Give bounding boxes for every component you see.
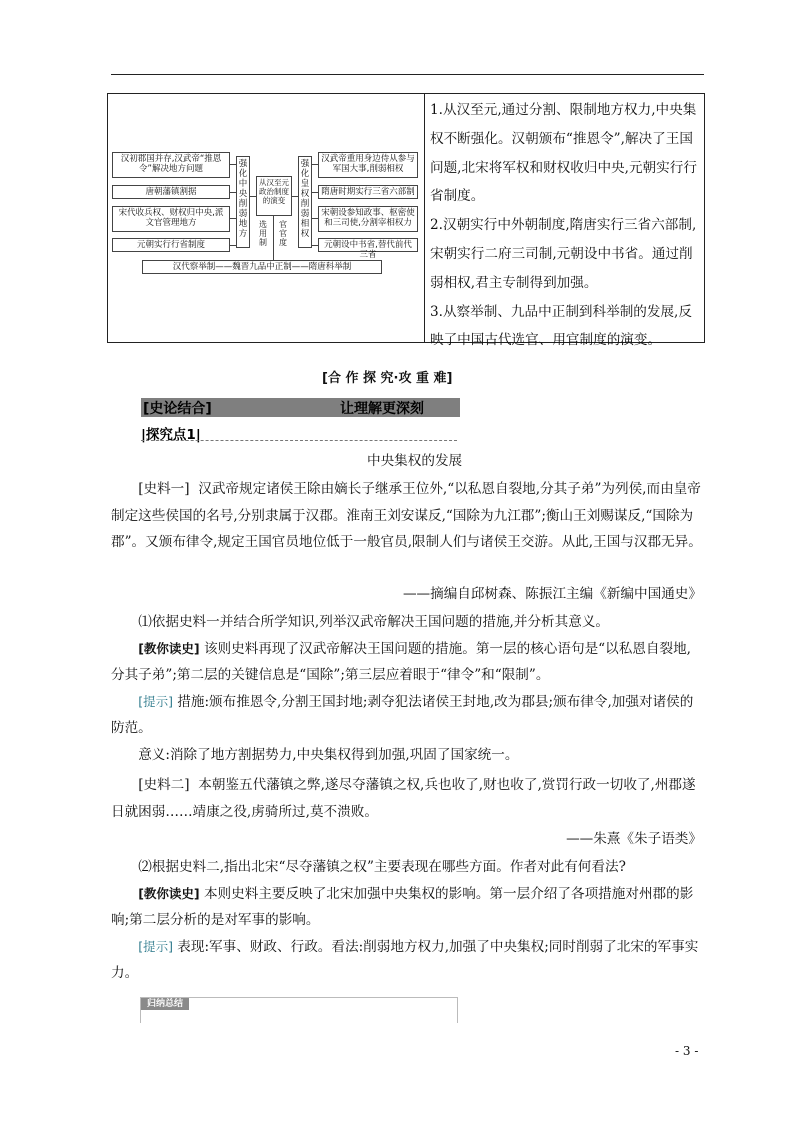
q1-tip-label: [提示] [138, 693, 173, 709]
connector [230, 245, 236, 246]
summary-box [140, 997, 458, 1023]
q1-tip-text: 措施:颁布推恩令,分割王国封地;剥夺犯法诸侯王封地,改为郡县;颁布律令,加强对诸侯的防范。 [111, 693, 694, 737]
summary-table [107, 93, 705, 349]
diagram-box-han-inner-court: 汉武帝重用身边侍从参与军国大事,削弱相权 [318, 152, 418, 178]
q2-read-label: [教你读史] [138, 885, 200, 901]
diagram-vertical-central: 强化中央削弱地方 [236, 156, 250, 248]
source2-label: [史料二] [138, 777, 190, 793]
structure-diagram [112, 152, 418, 282]
point-title: 中央集权的发展 [367, 453, 463, 469]
summary-box-label: 归纳总结 [141, 998, 189, 1010]
q1-read-text: 该则史料再现了汉武帝解决王国问题的措施。第一层的核心语句是“以私恩自裂地,分其子弟”;第二层的关键信息是“国除”;第三层应着眼于“律令”和“限制”。 [111, 640, 692, 684]
diagram-box-tang-fanzhen: 唐朝藩镇割据 [112, 185, 230, 199]
diagram-box-yuan-province: 元朝实行行省制度 [112, 238, 230, 252]
q2-question: ⑵根据史料二,指出北宋“尽夺藩镇之权”主要表现在哪些方面。作者对此有何看法? [138, 859, 626, 875]
page-number: - 3 - [675, 1044, 699, 1058]
q2-block [111, 854, 703, 987]
source2-citation: ——朱熹《朱子语类》 [566, 831, 702, 847]
connector [230, 164, 236, 165]
section-bar-right: 让理解更深刻 [340, 401, 424, 417]
summary-points [430, 96, 702, 355]
source2-text: 本朝鉴五代藩镇之弊,遂尽夺藩镇之权,兵也收了,财也收了,赏罚行政一切收了,州郡遂日就困弱……靖康之役,虏骑所过,莫不溃败。 [111, 777, 696, 820]
q1-tip [111, 689, 703, 742]
summary-point-3: 3.从察举制、九品中正制到科举制的发展,反映了中国古代选官、用官制度的演变。 [430, 303, 692, 349]
source1-paragraph [111, 476, 703, 556]
point-dashed-rule [141, 440, 457, 441]
connector [230, 192, 236, 193]
source2-paragraph [111, 772, 703, 825]
diagram-label-office: 官官度 [279, 220, 287, 247]
diagram-center-evolution: 从汉至元政治制度的演变 [256, 176, 292, 216]
section-heading: [合 作 探 究·攻 重 难] [322, 371, 453, 386]
q1-meaning: 意义:消除了地方割据势力,中央集权得到加强,巩固了国家统一。 [138, 746, 519, 763]
diagram-box-selection-system: 汉代察举制——魏晋九品中正制——隋唐科举制 [142, 260, 382, 274]
diagram-vertical-imperial: 强化皇权削弱相权 [298, 156, 312, 248]
table-divider [424, 94, 425, 342]
q2-tip [111, 934, 703, 987]
diagram-label-selection: 选用制 [259, 220, 267, 247]
diagram-box-yuan-secretariat: 元朝设中书省,替代前代三省 [318, 238, 418, 252]
q2-read-text: 本则史料主要反映了北宋加强中央集权的影响。第一层介绍了各项措施对州郡的影响;第二层分析的是对军事的影响。 [111, 885, 694, 929]
header-rule [111, 74, 704, 75]
section-bar-left: [史论结合] [143, 401, 212, 417]
diagram-box-han-fief: 汉初郡国并存,汉武帝“推恩令”解决地方问题 [112, 152, 230, 178]
summary-point-1: 1.从汉至元,通过分割、限制地方权力,中央集权不断强化。汉朝颁布“推恩令”,解决了王国问题,北宋将军权和财权收归中央,元朝实行行省制度。 [430, 102, 697, 205]
source1-citation: ——摘编自邱树森、陈振江主编《新编中国通史》 [402, 586, 702, 602]
q2-read [111, 881, 703, 934]
source1-block [111, 476, 703, 556]
diagram-box-song: 宋代收兵权、财权归中央,派文官管理地方 [112, 206, 230, 232]
connector [250, 196, 256, 197]
q2-tip-label: [提示] [138, 938, 173, 954]
connector [273, 216, 274, 260]
q1-question: ⑴依据史料一并结合所学知识,列举汉武帝解决王国问题的措施,并分析其意义。 [138, 614, 610, 630]
source2-block [111, 772, 703, 825]
summary-point-2: 2.汉朝实行中外朝制度,隋唐实行三省六部制,宋朝实行二府三司制,元朝设中书省。通过削弱相权,君主专制得到加强。 [430, 217, 697, 291]
q1-block [111, 609, 703, 769]
diagram-box-sui-tang: 隋唐时期实行三省六部制 [318, 185, 418, 199]
source1-text: 汉武帝规定诸侯王除由嫡长子继承王位外,“以私恩自裂地,分其子弟”为列侯,而由皇帝制定这些侯国的名号,分别隶属于汉郡。淮南王刘安谋反,“国除为九江郡”;衡山王刘赐谋反,“国除为郡”。又颁布律令,规定王国官员地位低于一般官员,限制人们与诸侯王交游。从此,王国与汉郡无异。 [111, 481, 702, 551]
connector [230, 218, 236, 219]
source1-label: [史料一] [138, 481, 190, 497]
q2-tip-text: 表现:军事、财政、行政。看法:削弱地方权力,加强了中央集权;同时削弱了北宋的军事实力。 [111, 938, 699, 982]
q1-read-label: [教你读史] [138, 640, 200, 656]
point-label: |探究点1| [141, 427, 201, 443]
diagram-box-song-officials: 宋朝设参知政事、枢密使和三司使,分割宰相权力 [318, 206, 418, 232]
q1-read [111, 636, 703, 689]
